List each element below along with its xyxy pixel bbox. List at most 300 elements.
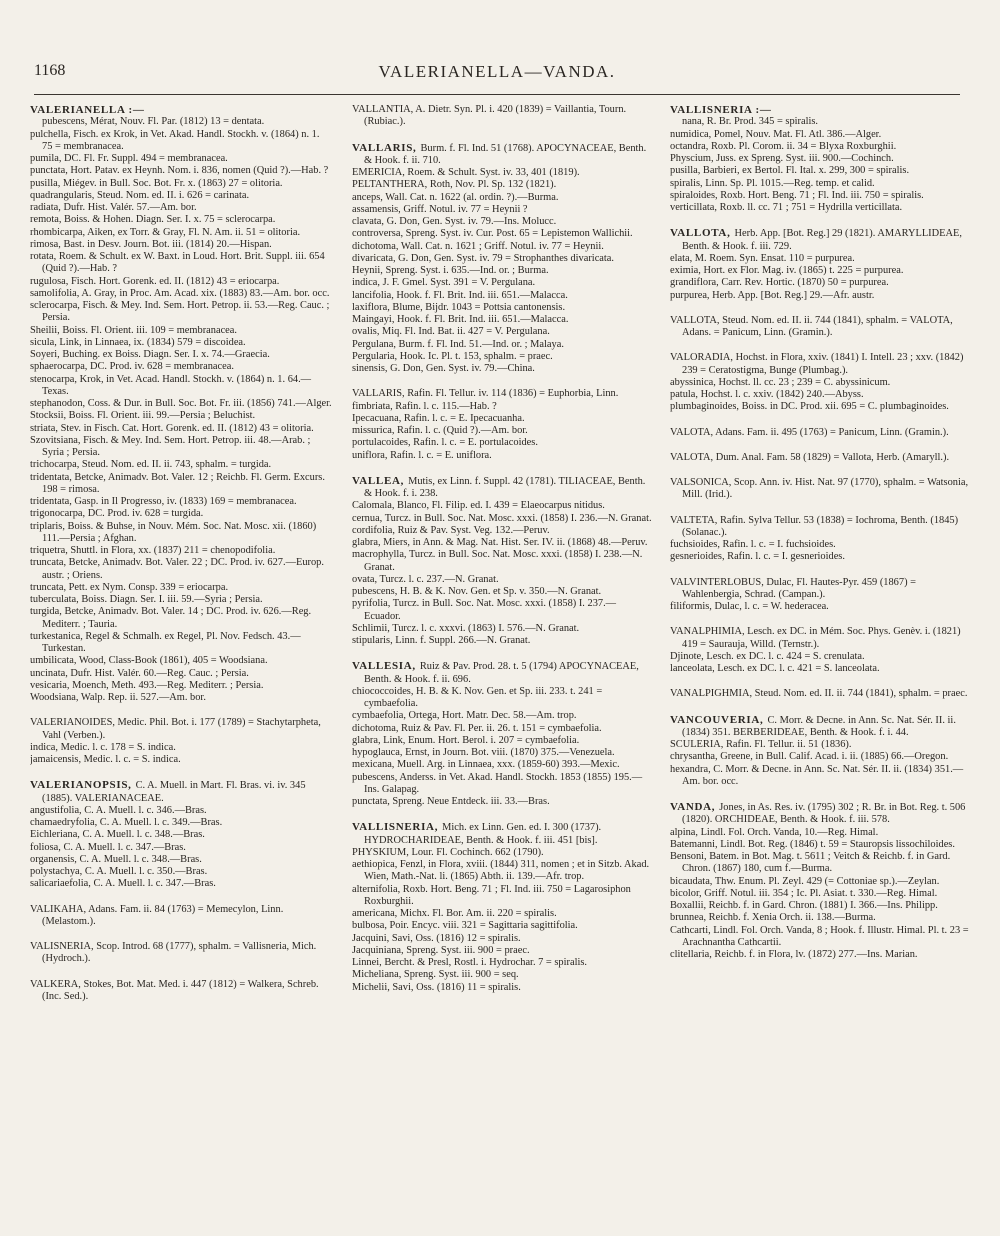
entry-line [670, 401, 970, 413]
entry-line [670, 827, 970, 839]
entry-first-line [30, 779, 332, 805]
entry-line [352, 574, 652, 586]
entry-line [352, 216, 652, 228]
entry-line [352, 759, 652, 771]
entry-line [670, 202, 970, 214]
column-1 [30, 104, 332, 1204]
entry-headword: VALLEA, [352, 474, 405, 487]
entry-text: PELTANTHERA, Roth, Nov. Pl. Sp. 132 (1821). [352, 179, 557, 191]
entry-line [30, 435, 332, 460]
entry-text: chrysantha, Greene, in Bull. Calif. Acad. i. ii. (1885) 66.—Oregon. [670, 751, 949, 763]
entry-line [352, 735, 652, 747]
entry-text: Ruiz & Pav. Prod. 28. t. 5 (1794) APOCYNACEAE, Benth. & Hook. f. ii. 696. [364, 661, 639, 685]
entry-line [30, 582, 332, 594]
entry-text: bicolor, Griff. Notul. iii. 354 ; Ic. Pl. Asiat. t. 330.—Reg. Himal. [670, 887, 938, 899]
entry-line [352, 401, 652, 413]
entry-line [30, 594, 332, 606]
entry-line [30, 854, 332, 866]
entry-line [352, 228, 652, 240]
entry-text: missurica, Rafin. l. c. (Quid ?).—Am. bor. [352, 425, 528, 436]
entry-line [352, 537, 652, 549]
entry-line [670, 739, 970, 751]
entry-text: VALLOTA, Steud. Nom. ed. II. ii. 744 (1841), sphalm. = VALOTA, Adans. = Panicum, Linn. (Gramin.). [670, 314, 953, 338]
entry-line [30, 817, 332, 829]
entry-text: divaricata, G. Don, Gen. Syst. iv. 79 = Strophanthes divaricata. [352, 252, 615, 264]
entry-line [30, 842, 332, 854]
entry-line [30, 423, 332, 435]
entry-line [670, 912, 970, 924]
entry-text: Pergularia, Hook. Ic. Pl. t. 153, sphalm. = praec. [352, 350, 553, 362]
entry-text: Ipecacuana, Rafin. l. c. = E. Ipecacuanha. [352, 412, 525, 424]
entry-text: Jones, in As. Res. iv. (1795) 302 ; R. Br. in Bot. Reg. t. 506 (1820). ORCHIDEAE, Benth. & Hook. f. iii. 578. [682, 802, 966, 826]
entry-line [352, 549, 652, 574]
entry-line [352, 847, 652, 859]
entry-first-line [670, 352, 970, 377]
entry-first-line [352, 821, 652, 847]
entry [670, 104, 970, 214]
entry-first-line [30, 979, 332, 1004]
entry-line [30, 496, 332, 508]
entry-line [352, 302, 652, 314]
entry-text: SCULERIA, Rafin. Fl. Tellur. ii. 51 (1836). [670, 739, 852, 750]
entry-headword: VALLISNERIA :— [670, 104, 772, 116]
entry-line [670, 389, 970, 401]
entry [670, 227, 970, 302]
entry-line [352, 253, 652, 265]
entry-text: octandra, Roxb. Pl. Corom. ii. 34 = Blyxa Roxburghii. [670, 140, 897, 152]
entry-text: ovalis, Miq. Fl. Ind. Bat. ii. 427 = V. Pergulana. [352, 326, 550, 338]
entry-line [30, 165, 332, 177]
entry [30, 979, 332, 1004]
page-header [34, 62, 960, 92]
page-number: 1168 [34, 62, 66, 79]
entry-line [30, 521, 332, 546]
entry-first-line [670, 801, 970, 827]
entry-text: Djinote, Lesch. ex DC. l. c. 424 = S. crenulata. [670, 650, 865, 662]
entry-text: Mich. ex Linn. Gen. ed. I. 300 (1737). HYDROCHARIDEAE, Benth. & Hook. f. iii. 451 [bis]. [364, 822, 602, 846]
entry-line [30, 361, 332, 373]
entry-line [352, 772, 652, 797]
entry-text: pulchella, Fisch. ex Krok, in Vet. Akad. Handl. Stockh. v. (1864) n. 1. 75 = membranacea. [30, 128, 320, 152]
entry-line [30, 754, 332, 766]
entry-text: bicaudata, Thw. Enum. Pl. Zeyl. 429 (= Cottoniae sp.).—Zeylan. [670, 875, 940, 887]
entry-line [670, 253, 970, 265]
entry-text: indica, J. F. Gmel. Syst. 391 = V. Pergulana. [352, 277, 536, 289]
entry-text: VALORADIA, Hochst. in Flora, xxiv. (1841) I. Intell. 23 ; xxv. (1842) 239 = Ceratostigma, Bunge (Plumbag.). [670, 352, 964, 376]
entry-text: lancifolia, Hook. f. Fl. Brit. Ind. iii. 651.—Malacca. [352, 289, 568, 301]
entry-line [352, 326, 652, 338]
entry-line [352, 969, 652, 981]
entry-text: C. Morr. & Decne. in Ann. Sc. Nat. Sér. II. ii. (1834) 351. BERBERIDEAE, Benth. & Hook. f. i. 44. [682, 714, 956, 738]
entry-text: abyssinica, Hochst. ll. cc. 23 ; 239 = C. abyssinicum. [670, 376, 891, 388]
entry-text: Cathcarti, Lindl. Fol. Orch. Vanda, 8 ; Hook. f. Illustr. Himal. Pl. t. 23 = Arachnantha Cathcartii. [670, 924, 969, 948]
entry-text: Eichleriana, C. A. Muell. l. c. 348.—Bras. [30, 829, 205, 841]
entry-text: hexandra, C. Morr. & Decne. in Ann. Sc. Nat. Sér. II. ii. (1834) 351.—Am. bor. occ. [670, 763, 964, 787]
entry-text: Calomala, Blanco, Fl. Filip. ed. I. 439 = Elaeocarpus nitidus. [352, 500, 605, 512]
entry-line [670, 165, 970, 177]
entry-text: numidica, Pomel, Nouv. Mat. Fl. Atl. 386.—Alger. [670, 128, 882, 140]
entry-line [30, 459, 332, 471]
entry-text: pusilla, Barbieri, ex Bertol. Fl. Ital. x. 299, 300 = spiralis. [670, 165, 910, 177]
entry-text: eximia, Hort. ex Flor. Mag. iv. (1865) t. 225 = purpurea. [670, 265, 904, 276]
entry-text: filiformis, Dulac, l. c. = W. hederacea. [670, 601, 829, 612]
entry-text: Pergulana, Burm. f. Fl. Ind. 51.—Ind. or. ; Malaya. [352, 338, 564, 350]
entry-text: truncata, Pett. ex Nym. Consp. 339 = eriocarpa. [30, 581, 229, 593]
entry-text: pubescens, H. B. & K. Nov. Gen. et Sp. v. 350.—N. Granat. [352, 586, 602, 597]
entry-text: aethiopica, Fenzl, in Flora, xviii. (1844) 311, nomen ; et in Sitzb. Akad. Wien, Math.-Nat. li. (1865) Abth. ii. 139.—Afr. trop. [352, 859, 650, 883]
entry-line [352, 982, 652, 994]
entry-line [30, 680, 332, 692]
entry-text: Physcium, Juss. ex Spreng. Syst. iii. 900.—Cochinch. [670, 153, 894, 164]
entry-line [352, 598, 652, 623]
entry-text: pumila, DC. Fl. Fr. Suppl. 494 = membranacea. [30, 153, 228, 164]
entry-headword: VANDA, [670, 801, 716, 813]
entry-text: Soyeri, Buching. ex Boiss. Diagn. Ser. I. x. 74.—Graecia. [30, 349, 270, 360]
entry-line [670, 751, 970, 763]
entry-text: fimbriata, Rafin. l. c. 115.—Hab. ? [352, 400, 497, 412]
entry-line [30, 668, 332, 680]
entry-text: jamaicensis, Medic. l. c. = S. indica. [30, 754, 181, 765]
entry-text: assamensis, Griff. Notul. iv. 77 = Heynii ? [352, 203, 528, 215]
entry-first-line [670, 688, 970, 700]
entry-line [670, 265, 970, 277]
entry-text: VALISNERIA, Scop. Introd. 68 (1777), sphalm. = Vallisneria, Mich. (Hydroch.). [30, 941, 317, 965]
entry-text: Herb. App. [Bot. Reg.] 29 (1821). AMARYLLIDEAE, Benth. & Hook. f. iii. 729. [682, 228, 962, 252]
entry-headword: VALERIANOPSIS, [30, 779, 132, 792]
entry-text: cymbaefolia, Ortega, Hort. Matr. Dec. 58.—Am. trop. [352, 710, 577, 722]
entry-line [352, 351, 652, 363]
entry-line [670, 888, 970, 900]
entry-text: portulacoides, Rafin. l. c. = E. portulacoides. [352, 437, 538, 449]
entry-text: verticillata, Roxb. ll. cc. 71 ; 751 = Hydrilla verticillata. [670, 202, 903, 213]
entry-line [30, 692, 332, 704]
entry-text: pusilla, Miégev. in Bull. Soc. Bot. Fr. x. (1863) 27 = olitoria. [30, 177, 283, 189]
entry-text: mexicana, Muell. Arg. in Linnaea, xxx. (1859-60) 393.—Mexic. [352, 759, 620, 771]
entry-text: Michelii, Savi, Oss. (1816) 11 = spiralis. [352, 981, 521, 993]
entry-line [352, 192, 652, 204]
entry-text: cordifolia, Ruiz & Pav. Syst. Veg. 132.—Peruv. [352, 524, 550, 536]
entry-text: cernua, Turcz. in Bull. Soc. Nat. Mosc. xxxi. (1858) I. 236.—N. Granat. [352, 512, 652, 524]
entry-first-line [670, 714, 970, 740]
entry-line [352, 500, 652, 512]
entry [670, 315, 970, 340]
entry [30, 941, 332, 966]
entry-text: trigonocarpa, DC. Prod. iv. 628 = turgida. [30, 508, 204, 520]
entry-first-line [670, 626, 970, 651]
entry-line [670, 277, 970, 289]
entry-line [352, 413, 652, 425]
entry-text: Micheliana, Spreng. Syst. iii. 900 = seq. [352, 969, 519, 981]
entry-first-line [670, 104, 970, 129]
entry [352, 475, 652, 648]
entry-text: triquetra, Shuttl. in Flora, xx. (1837) 211 = chenopodifolia. [30, 545, 276, 556]
entry-text: truncata, Betcke, Animadv. Bot. Valer. 22 ; DC. Prod. iv. 627.—Europ. austr. ; Oriens. [30, 557, 324, 581]
entry-text: pyrifolia, Turcz. in Bull. Soc. Nat. Mosc. xxxi. (1858) I. 237.—Ecuador. [352, 598, 617, 622]
entry-text: umbilicata, Wood, Class-Book (1861), 405 = Woodsiana. [30, 655, 268, 667]
entry [670, 477, 970, 502]
entry [352, 142, 652, 376]
entry-line [30, 227, 332, 239]
entry-text: indica, Medic. l. c. 178 = S. indica. [30, 741, 176, 753]
entry-text: ovata, Turcz. l. c. 237.—N. Granat. [352, 573, 499, 585]
entry-text: C. A. Muell. in Mart. Fl. Bras. vi. iv. 345 (1885). VALERIANACEAE. [42, 780, 306, 804]
entry-text: rugulosa, Fisch. Hort. Gorenk. ed. II. (1812) 43 = eriocarpa. [30, 275, 280, 287]
entry-text: sinensis, G. Don, Gen. Syst. iv. 79.—China. [352, 363, 535, 374]
entry-line [670, 651, 970, 663]
entry-line [30, 288, 332, 300]
entry-line [670, 764, 970, 789]
entry-first-line [670, 452, 970, 464]
entry-text: clavata, G. Don, Gen. Syst. iv. 79.—Ins. Molucc. [352, 216, 557, 227]
entry-text: Jacquiniana, Spreng. Syst. iii. 900 = praec. [352, 944, 530, 956]
entry [352, 821, 652, 994]
entry-line [30, 129, 332, 154]
entry-line [670, 925, 970, 950]
entry-text: VALTETA, Rafin. Sylva Tellur. 53 (1838) = Iochroma, Benth. (1845) (Solanac.). [670, 514, 959, 538]
entry-text: chamaedryfolia, C. A. Muell. l. c. 349.—Bras. [30, 817, 223, 828]
entry-text: radiata, Dufr. Hist. Valér. 57.—Am. bor. [30, 202, 197, 213]
entry-text: dichotoma, Ruiz & Pav. Fl. Per. ii. 26. t. 151 = cymbaefolia. [352, 722, 602, 734]
entry [352, 660, 652, 808]
entry-line [30, 557, 332, 582]
entry-text: VALOTA, Adans. Fam. ii. 495 (1763) = Panicum, Linn. (Gramin.). [670, 426, 949, 438]
entry-text: turkestanica, Regel & Schmalh. ex Regel, Pl. Nov. Fedsch. 43.—Turkestan. [30, 630, 301, 654]
entry-line [352, 623, 652, 635]
entry-line [30, 374, 332, 399]
entry-line [352, 450, 652, 462]
entry-line [30, 866, 332, 878]
entry-text: plumbaginoides, Boiss. in DC. Prod. xii. 695 = C. plumbaginoides. [670, 401, 949, 413]
entry-line [352, 290, 652, 302]
entry-text: VALSONICA, Scop. Ann. iv. Hist. Nat. 97 (1770), sphalm. = Watsonia, Mill. (Irid.). [670, 477, 969, 501]
entry-text: Stocksii, Boiss. Fl. Orient. iii. 99.—Persia ; Beluchist. [30, 410, 256, 422]
entry-line [352, 525, 652, 537]
entry-line [30, 178, 332, 190]
entry-text: Szovitsiana, Fisch. & Mey. Ind. Sem. Hort. Petrop. iii. 48.—Arab. ; Syria ; Persia. [30, 434, 311, 458]
entry-first-line [670, 227, 970, 253]
entry-text: Jacquini, Savi, Oss. (1816) 12 = spiralis. [352, 932, 521, 944]
entry-text: VALKERA, Stokes, Bot. Mat. Med. i. 447 (1812) = Walkera, Schreb. (Inc. Sed.). [30, 978, 319, 1002]
entry-text: Schlimii, Turcz. l. c. xxxvi. (1863) I. 576.—N. Granat. [352, 622, 580, 634]
entry-line [352, 204, 652, 216]
entry-text: purpurea, Herb. App. [Bot. Reg.] 29.—Afr. austr. [670, 289, 875, 301]
entry-text: Bensoni, Batem. in Bot. Mag. t. 5611 ; Veitch & Reichb. f. in Gard. Chron. (1867) 180, cum f.—Burma. [670, 851, 951, 875]
entry-text: sphaerocarpa, DC. Prod. iv. 628 = membranacea. [30, 361, 234, 373]
entry-text: VALVINTERLOBUS, Dulac, Fl. Hautes-Pyr. 459 (1867) = Wahlenbergia, Schrad. (Campan.). [670, 576, 916, 600]
entry-headword: VANCOUVERIA, [670, 713, 764, 726]
entry-line [670, 141, 970, 153]
entry-line [352, 179, 652, 191]
entry [670, 714, 970, 789]
entry-text: Mutis, ex Linn. f. Suppl. 42 (1781). TILIACEAE, Benth. & Hook. f. i. 238. [364, 475, 646, 499]
entry-text: bulbosa, Poir. Encyc. viii. 321 = Sagittaria sagittifolia. [352, 920, 578, 932]
entry-text: tuberculata, Boiss. Diagn. Ser. I. iii. 59.—Syria ; Persia. [30, 594, 263, 605]
entry-text: laxiflora, Blume, Bijdr. 1043 = Pottsia cantonensis. [352, 301, 566, 313]
entry-first-line [352, 660, 652, 686]
entry-line [670, 601, 970, 613]
entry-line [352, 747, 652, 759]
entry-line [670, 377, 970, 389]
entry [30, 779, 332, 890]
entry-line [670, 900, 970, 912]
entry-line [30, 805, 332, 817]
entry-line [352, 167, 652, 179]
entry-text: alternifolia, Roxb. Hort. Beng. 71 ; Fl. Ind. iii. 750 = Lagarosiphon Roxburghii. [352, 883, 631, 907]
entry-text: EMERICIA, Roem. & Schult. Syst. iv. 33, 401 (1819). [352, 167, 580, 178]
entry-line [30, 325, 332, 337]
entry-line [30, 202, 332, 214]
entry-line [30, 190, 332, 202]
entry-line [352, 586, 652, 598]
entry-text: tridentata, Betcke, Animadv. Bot. Valer. 12 ; Reichb. Fl. Germ. Excurs. 198 = rimosa. [30, 471, 325, 495]
entry-line [352, 513, 652, 525]
entry-text: Batemanni, Lindl. Bot. Reg. (1846) t. 59 = Stauropsis lissochiloides. [670, 838, 955, 850]
entry-headword: VALLARIS, [352, 141, 417, 154]
entry-first-line [670, 427, 970, 439]
entry-text: spiralis, Linn. Sp. Pl. 1015.—Reg. temp. et calid. [670, 177, 875, 189]
entry-line [670, 190, 970, 202]
entry [670, 515, 970, 564]
entry-line [30, 276, 332, 288]
entry-first-line [352, 388, 652, 400]
entry-text: rimosa, Bast. in Desv. Journ. Bot. iii. (1814) 20.—Hispan. [30, 238, 272, 250]
entry-text: stenocarpa, Krok, in Vet. Acad. Handl. Stockh. v. (1864) n. 1. 64.—Texas. [30, 373, 312, 397]
entry [352, 388, 652, 462]
entry-text: trichocarpa, Steud. Nom. ed. II. ii. 743, sphalm. = turgida. [30, 459, 272, 471]
entry-first-line [352, 475, 652, 501]
entry-line [30, 472, 332, 497]
entry-headword: VALERIANELLA :— [30, 104, 145, 116]
entry-text: punctata, Spreng. Neue Entdeck. iii. 33.—Bras. [352, 796, 550, 807]
entry-line [30, 251, 332, 276]
entry-line [30, 606, 332, 631]
entry-line [30, 239, 332, 251]
entry-text: macrophylla, Turcz. in Bull. Soc. Nat. Mosc. xxxi. (1858) I. 238.—N. Granat. [352, 549, 643, 573]
entry-line [670, 949, 970, 961]
entry-line [30, 829, 332, 841]
entry-text: Woodsiana, Walp. Rep. ii. 527.—Am. bor. [30, 692, 206, 703]
entry-line [30, 545, 332, 557]
entry-text: fuchsioides, Rafin. l. c. = I. fuchsioides. [670, 539, 836, 550]
entry-line [352, 277, 652, 289]
entry [670, 801, 970, 961]
entry-text: glabra, Miers, in Ann. & Mag. Nat. Hist. Ser. IV. ii. (1868) 48.—Peruv. [352, 537, 648, 548]
entry-text: VALOTA, Dum. Anal. Fam. 58 (1829) = Vallota, Herb. (Amaryll.). [670, 451, 950, 463]
entry-text: striata, Stev. in Fisch. Cat. Hort. Gorenk. ed. II. (1812) 43 = olitoria. [30, 422, 314, 434]
entry-line [352, 920, 652, 932]
entry-text: clitellaria, Reichb. f. in Flora, lv. (1872) 277.—Ins. Marian. [670, 949, 918, 960]
entry-line [352, 796, 652, 808]
entry-text: uniflora, Rafin. l. c. = E. uniflora. [352, 449, 492, 461]
entry-first-line [670, 315, 970, 340]
entry [30, 717, 332, 766]
entry-line [352, 710, 652, 722]
entry-first-line [670, 515, 970, 540]
entry-text: rhombicarpa, Aiken, ex Torr. & Gray, Fl. N. Am. ii. 51 = olitoria. [30, 226, 301, 238]
entry-text: controversa, Spreng. Syst. iv. Cur. Post. 65 = Lepistemon Wallichii. [352, 228, 633, 240]
entry [670, 626, 970, 675]
entry-first-line [30, 904, 332, 929]
entry-first-line [352, 104, 652, 129]
entry-text: Linnei, Bercht. & Presl, Rostl. i. Hydrochar. 7 = spiralis. [352, 957, 588, 968]
entry-line [30, 655, 332, 667]
entry-line [352, 635, 652, 647]
entry-line [352, 241, 652, 253]
entry-line [352, 723, 652, 735]
entry-text: stephanodon, Coss. & Dur. in Bull. Soc. Bot. Fr. iii. (1856) 741.—Alger. [30, 398, 332, 409]
entry-text: Burm. f. Fl. Ind. 51 (1768). APOCYNACEAE, Benth. & Hook. f. ii. 710. [364, 142, 647, 166]
entry-text: hypoglauca, Ernst, in Journ. Bot. viii. (1870) 375.—Venezuela. [352, 747, 615, 758]
header-rule [34, 94, 960, 95]
entry-text: Sheilii, Boiss. Fl. Orient. iii. 109 = membranacea. [30, 324, 238, 336]
entry-first-line [670, 477, 970, 502]
entry-headword: VALLESIA, [352, 660, 416, 673]
entry-line [352, 363, 652, 375]
entry-text: tridentata, Gasp. in Il Progresso, iv. (1833) 169 = membranacea. [30, 496, 297, 507]
entry-text: grandiflora, Carr. Rev. Hortic. (1870) 50 = purpurea. [670, 277, 889, 289]
entry-line [352, 265, 652, 277]
entry-text: uncinata, Dufr. Hist. Valér. 60.—Reg. Cauc. ; Persia. [30, 667, 249, 679]
entry-line [352, 437, 652, 449]
entry-first-line [352, 142, 652, 168]
entry-text: VANALPHIMIA, Lesch. ex DC. in Mém. Soc. Phys. Genèv. i. (1821) 419 = Saurauja, Willd. (Ternstr.). [670, 626, 961, 650]
entry-text: Boxallii, Reichb. f. in Gard. Chron. (1881) I. 366.—Ins. Philipp. [670, 900, 938, 911]
entry-text: turgida, Betcke, Animadv. Bot. Valer. 14 ; DC. Prod. iv. 626.—Reg. Mediterr. ; Tauria. [30, 606, 312, 630]
entry [670, 427, 970, 439]
column-2 [352, 104, 652, 1204]
entry-text: salicariaefolia, C. A. Muell. l. c. 347.—Bras. [30, 878, 216, 890]
entry-line [670, 539, 970, 551]
entry-text: foliosa, C. A. Muell. l. c. 347.—Bras. [30, 841, 186, 853]
entry [670, 688, 970, 700]
entry-text: glabra, Link, Enum. Hort. Berol. i. 207 = cymbaefolia. [352, 734, 580, 746]
running-head: VALERIANELLA—VANDA. [378, 62, 616, 81]
entry-line [30, 631, 332, 656]
entry-text: polystachya, C. A. Muell. l. c. 350.—Bras. [30, 866, 208, 877]
entry-line [670, 851, 970, 876]
entry-line [352, 957, 652, 969]
entry [30, 104, 332, 704]
entry-line [30, 337, 332, 349]
entry [670, 352, 970, 413]
entry-text: Maingayi, Hook. f. Fl. Brit. Ind. iii. 651.—Malacca. [352, 314, 569, 325]
entry-line [670, 551, 970, 563]
entry-text: PHYSKIUM, Lour. Fl. Cochinch. 662 (1790). [352, 846, 544, 858]
entry-line [352, 884, 652, 909]
entry-line [30, 742, 332, 754]
entry [670, 577, 970, 614]
entry-line [30, 349, 332, 361]
entry-line [352, 686, 652, 711]
entry-text: VALLARIS, Rafin. Fl. Tellur. iv. 114 (1836) = Euphorbia, Linn. [352, 388, 619, 400]
entry-text: VALIKAHA, Adans. Fam. ii. 84 (1763) = Memecylon, Linn. (Melastom.). [30, 903, 284, 927]
entry-line [352, 425, 652, 437]
entry-line [352, 339, 652, 351]
entry [352, 104, 652, 129]
entry-text: elata, M. Roem. Syn. Ensat. 110 = purpurea. [670, 252, 855, 264]
entry-text: stipularis, Linn. f. Suppl. 266.—N. Granat. [352, 635, 531, 646]
entry-text: organensis, C. A. Muell. l. c. 348.—Bras. [30, 853, 202, 865]
entry-line [352, 945, 652, 957]
entry-text: remota, Boiss. & Hohen. Diagn. Ser. I. x. 75 = sclerocarpa. [30, 214, 276, 226]
entry-text: nana, R. Br. Prod. 345 = spiralis. [682, 116, 819, 128]
entry-first-line [30, 941, 332, 966]
entry [30, 904, 332, 929]
entry [670, 452, 970, 464]
entry-text: anceps, Wall. Cat. n. 1622 (al. ordin. ?).—Burma. [352, 191, 559, 203]
entry-first-line [30, 104, 332, 129]
entry-text: rotata, Roem. & Schult. ex W. Baxt. in Loud. Hort. Brit. Suppl. iii. 654 (Quid ?).—Hab. ? [30, 251, 325, 275]
